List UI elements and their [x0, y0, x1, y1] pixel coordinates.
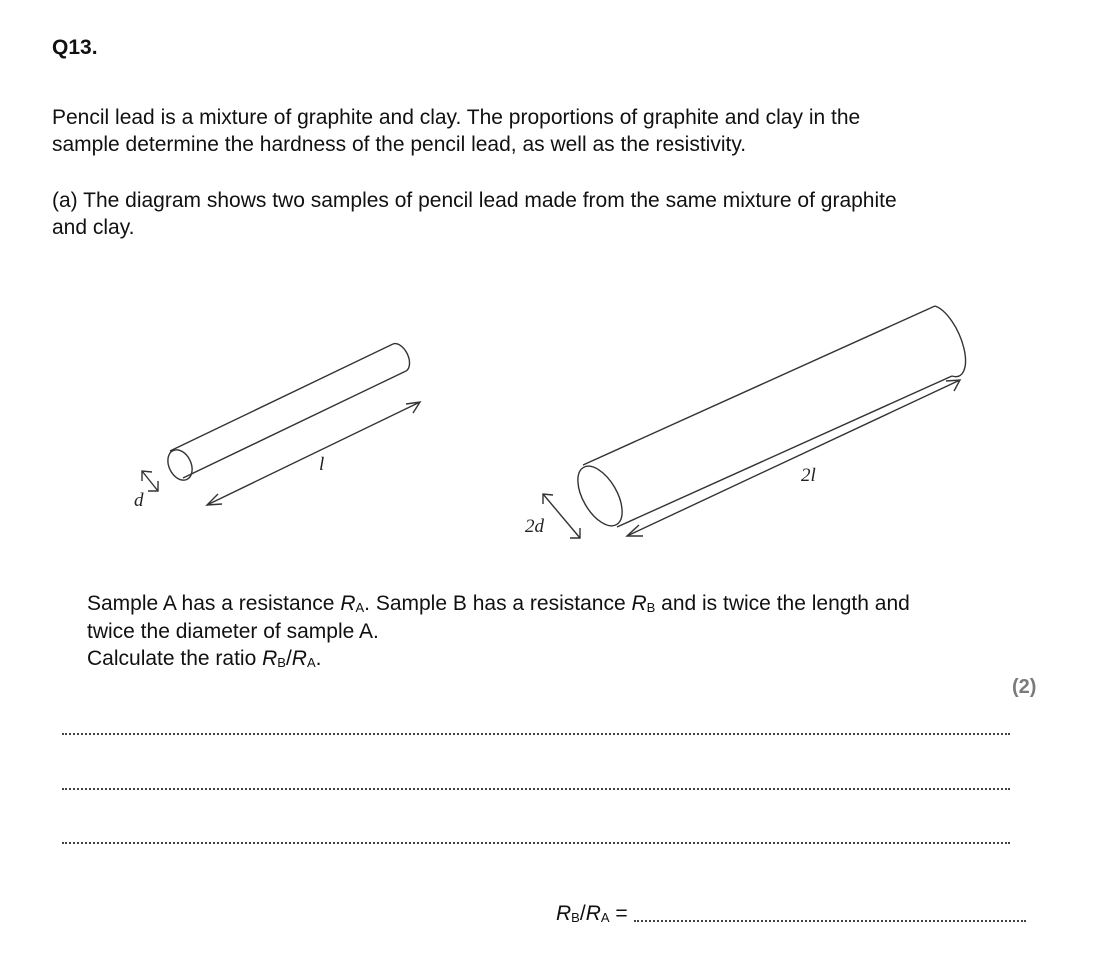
sample-b-length-arrow [627, 380, 960, 536]
part-a-line-1: (a) The diagram shows two samples of pencil lead made from the same mixture of graphite [52, 189, 897, 212]
answer-line-2[interactable] [62, 788, 1010, 790]
sample-b-diameter-label: 2d [525, 516, 544, 537]
sample-a-diameter-label: d [134, 490, 144, 511]
task-text [87, 590, 1067, 673]
question-number: Q13. [52, 36, 98, 59]
final-answer-row: $R_B/R_A$ = [556, 902, 1026, 926]
sample-a-cylinder [163, 344, 409, 485]
sample-a-length-label: l [319, 454, 325, 475]
task-line-2: twice the diameter of sample A. [87, 619, 379, 643]
pencil-lead-diagram [0, 280, 1114, 560]
intro-paragraph [52, 104, 1052, 158]
answer-line-3[interactable] [62, 842, 1010, 844]
intro-line-1: Pencil lead is a mixture of graphite and clay. The proportions of graphite and clay in the [52, 106, 861, 129]
sample-b-cylinder [569, 306, 966, 533]
sample-b-diameter-arrow [543, 494, 580, 538]
task-line-3: Calculate the ratio $R_B/R_A$. [87, 647, 322, 670]
sample-a-diameter-arrow [142, 471, 158, 491]
part-a-paragraph [52, 187, 1052, 241]
marks-label: (2) [1012, 676, 1037, 698]
task-line-1: Sample A has a resistance $R_A$. Sample B has a resistance $R_B$ and is twice the length and [87, 592, 910, 615]
intro-line-2: sample determine the hardness of the pencil lead, as well as the resistivity. [52, 133, 747, 156]
part-a-line-2: and clay. [52, 216, 135, 239]
final-answer-field[interactable] [634, 920, 1026, 922]
sample-b-length-label: 2l [801, 465, 816, 486]
answer-line-1[interactable] [62, 733, 1010, 735]
